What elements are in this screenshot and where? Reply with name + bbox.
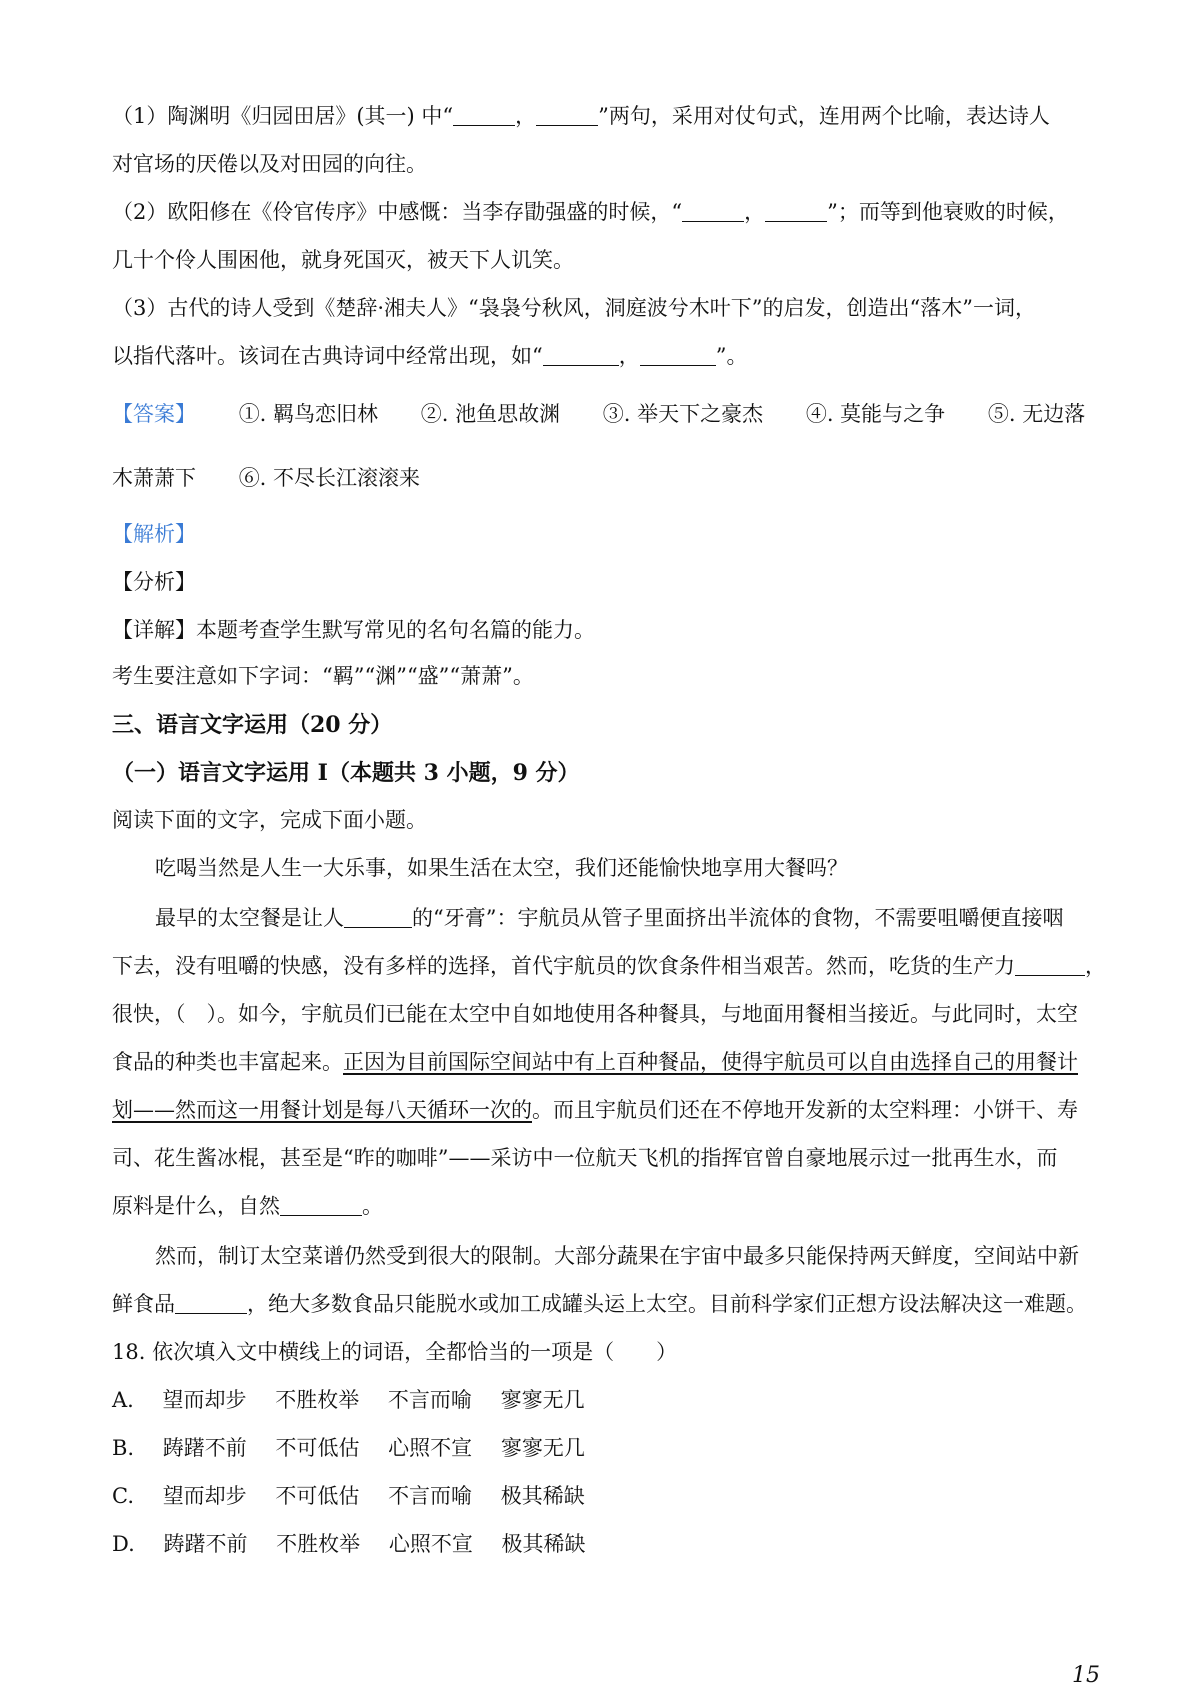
passage-p2-line3: 很快，（ ）。如今，宇航员们已能在太空中自如地使用各种餐具，与地面用餐相当接近。与此同时，太空 [112,1002,1078,1026]
passage-p2-line5: 划——然而这一用餐计划是每八天循环一次的。而且宇航员们还在不停地开发新的太空料理：小饼干、寿 [112,1098,1078,1122]
option-a: A. 望而却步 不胜枚举 不言而喻 寥寥无几 [112,1388,585,1412]
note-text: 考生要注意如下字词：“羁”“渊”“盛”“萧萧”。 [112,664,534,688]
fill-blank [682,200,744,222]
detail-text: 【详解】本题考查学生默写常见的名句名篇的能力。 [112,618,595,642]
passage-p2-line6: 司、花生酱冰棍，甚至是“昨的咖啡”——采访中一位航天飞机的指挥官曾自豪地展示过一批再生水，而 [112,1146,1058,1170]
fill-blank [1015,954,1085,976]
q17-item3-line1: （3）古代的诗人受到《楚辞·湘夫人》“袅袅兮秋风，洞庭波兮木叶下”的启发，创造出“落木”一词， [112,296,1036,320]
page-number: 15 [1072,1663,1100,1688]
answer-item: ⑤. 无边落 [987,402,1086,426]
q17-item2-line1: （2）欧阳修在《伶官传序》中感慨：当李存勖强盛的时候，“ ， ”；而等到他衰败的时候， [112,200,1069,224]
answer-item: ③. 举天下之豪杰 [602,402,764,426]
fill-blank [175,1292,247,1314]
passage-p2-line4: 食品的种类也丰富起来。正因为目前国际空间站中有上百种餐品，使得宇航员可以自由选择自己的用餐计 [112,1050,1078,1074]
passage-p3-line2: 鲜食品 ，绝大多数食品只能脱水或加工成罐头运上太空。目前科学家们正想方设法解决这一难题。 [112,1292,1087,1316]
underlined-sentence: 划——然而这一用餐计划是每八天循环一次的 [112,1098,532,1122]
q17-item2-line2: 几十个伶人围困他，就身死国灭，被天下人讥笑。 [112,248,574,272]
q17-item1-line1: （1）陶渊明《归园田居》(其一) 中“ ， ”两句，采用对仗句式，连用两个比喻，表达诗人 [112,104,1050,128]
fill-blank [640,344,716,366]
answer-label: 【答案】 [112,402,196,426]
fill-blank [536,104,598,126]
option-d: D. 踌躇不前 不胜枚举 心照不宣 极其稀缺 [112,1532,586,1556]
answer-line [112,398,1085,428]
fill-blank [344,906,412,928]
fill-blank [765,200,827,222]
option-b: B. 踌躇不前 不可低估 心照不宣 寥寥无几 [112,1436,585,1460]
fill-blank [453,104,515,126]
option-c: C. 望而却步 不可低估 不言而喻 极其稀缺 [112,1484,585,1508]
instruction: 阅读下面的文字，完成下面小题。 [112,808,427,832]
q17-item3-line2: 以指代落叶。该词在古典诗词中经常出现，如“ ， ”。 [112,344,748,368]
section-subtitle: （一）语言文字运用 I（本题共 3 小题，9 分） [112,760,580,786]
answer-item: ①. 羁鸟恋旧林 [238,402,379,426]
analysis-label: 【解析】 [112,522,196,546]
fill-blank [280,1194,362,1216]
answer-item: ⑥. 不尽长江滚滚来 [238,466,421,490]
answer-line-2: 木萧萧下 ⑥. 不尽长江滚滚来 [112,466,421,490]
passage-p1: 吃喝当然是人生一大乐事，如果生活在太空，我们还能愉快地享用大餐吗？ [155,856,848,880]
passage-p2-line1: 最早的太空餐是让人 的“牙膏”：宇航员从管子里面挤出半流体的食物，不需要咀嚼便直接咽 [155,906,1064,930]
q17-item1-line2: 对官场的厌倦以及对田园的向往。 [112,152,427,176]
question-stem: 18. 依次填入文中横线上的词语，全都恰当的一项是（ ） [112,1340,678,1364]
answer-item: ④. 莫能与之争 [805,402,946,426]
fill-blank [543,344,619,366]
passage-p2-line2: 下去，没有咀嚼的快感，没有多样的选择，首代宇航员的饮食条件相当艰苦。然而，吃货的生产力 ， [112,954,1106,978]
passage-p2-line7: 原料是什么，自然 。 [112,1194,383,1218]
fenxi-label: 【分析】 [112,570,196,594]
underlined-sentence: 正因为目前国际空间站中有上百种餐品，使得宇航员可以自由选择自己的用餐计 [343,1050,1078,1074]
passage-p3-line1: 然而，制订太空菜谱仍然受到很大的限制。大部分蔬果在宇宙中最多只能保持两天鲜度，空间站中新 [155,1244,1079,1268]
answer-item: ②. 池鱼思故渊 [420,402,561,426]
section-title: 三、语言文字运用（20 分） [112,712,393,738]
